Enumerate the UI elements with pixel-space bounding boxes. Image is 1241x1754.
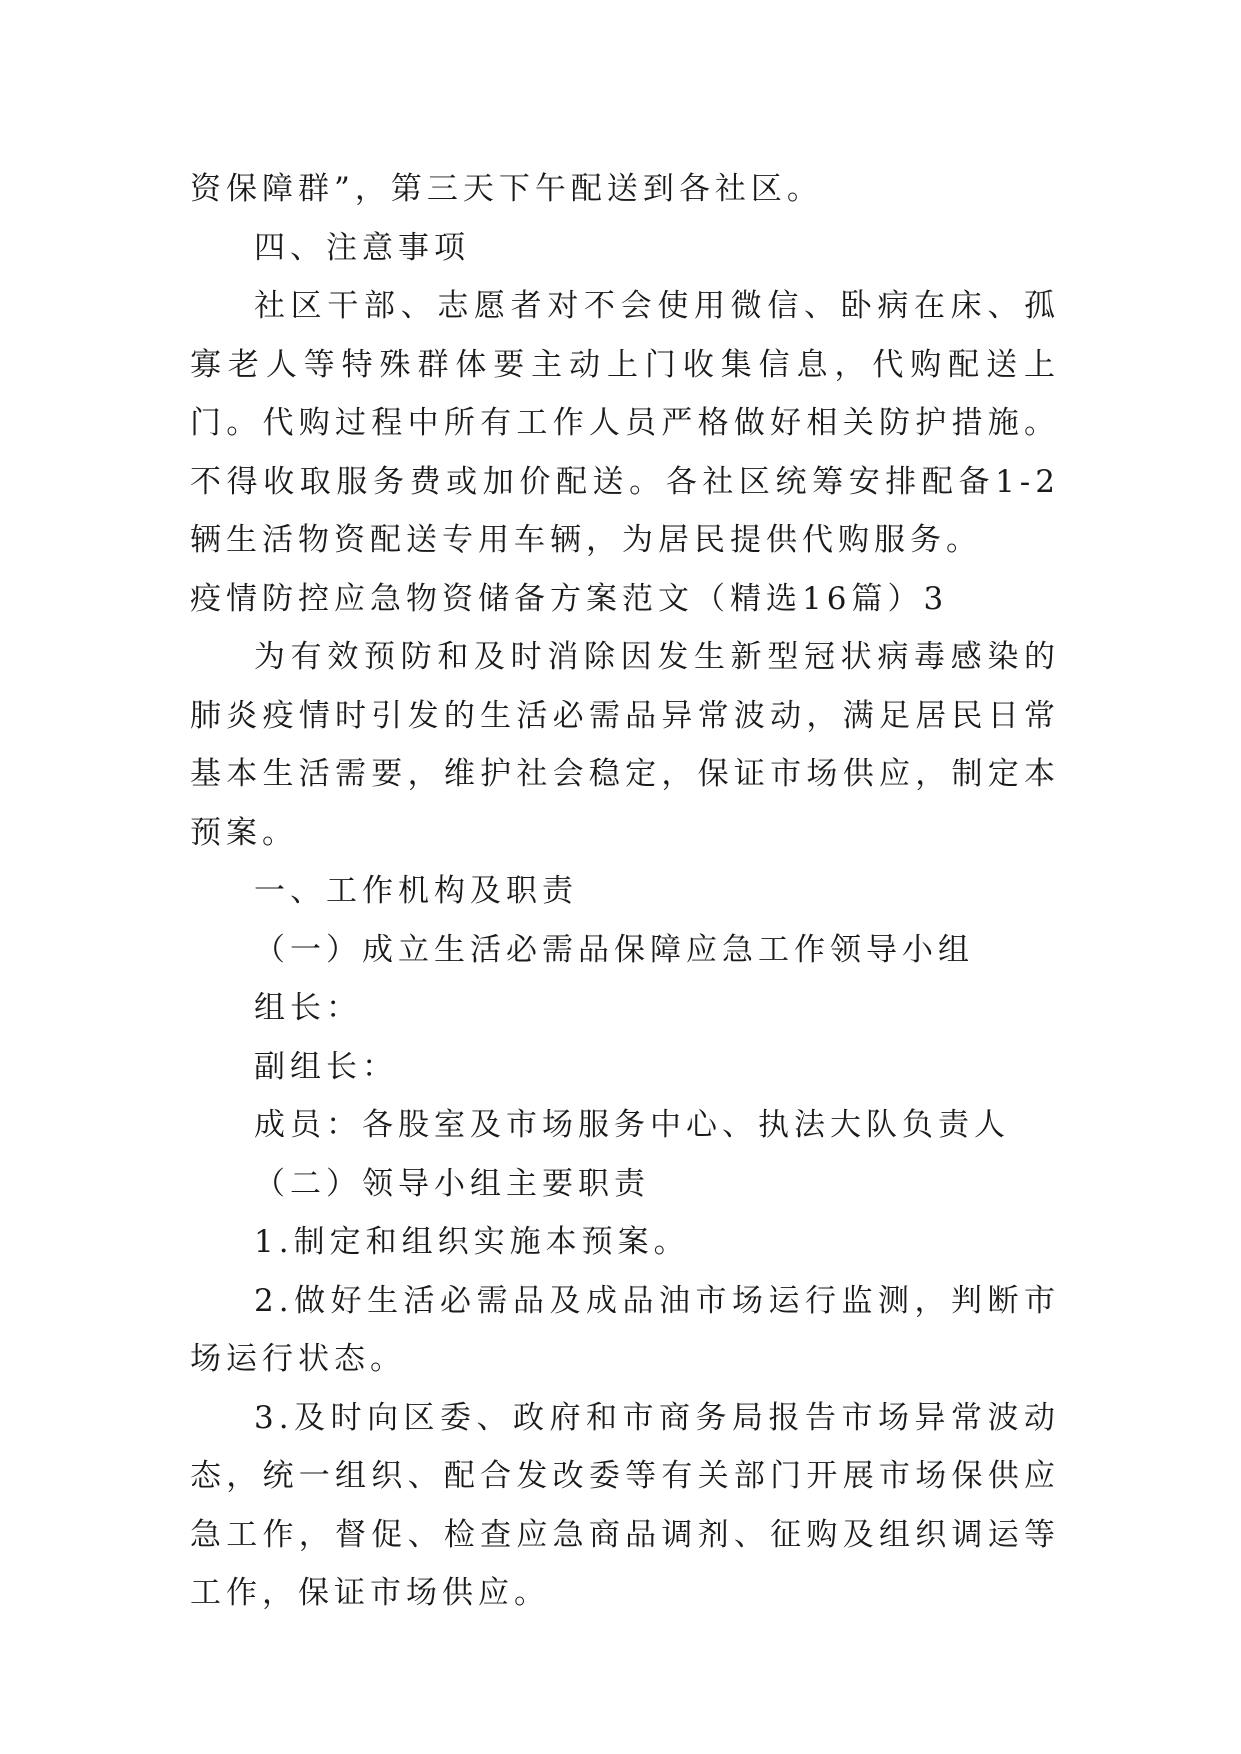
- paragraph-notes-body: 社区干部、志愿者对不会使用微信、卧病在床、孤寡老人等特殊群体要主动上门收集信息，代购配送上门。代购过程中所有工作人员严格做好相关防护措施。不得收取服务费或加价配送。各社区统筹安排配备1-2辆生活物资配送专用车辆，为居民提供代购服务。: [190, 288, 1060, 558]
- field-group-leader: 组长：: [254, 990, 362, 1026]
- field-deputy-leader: 副组长：: [254, 1048, 398, 1085]
- paragraph-continuation: 资保障群”，第三天下午配送到各社区。: [190, 171, 823, 207]
- document-title: 疫情防控应急物资储备方案范文（精选16篇）3: [190, 580, 949, 617]
- paragraph-intro: 为有效预防和及时消除因发生新型冠状病毒感染的肺炎疫情时引发的生活必需品异常波动，满足居民日常基本生活需要，维护社会稳定，保证市场供应，制定本预案。: [190, 639, 1060, 851]
- list-item-1: 1.制定和组织实施本预案。: [254, 1224, 690, 1260]
- section-heading-notes: 四、注意事项: [254, 229, 470, 266]
- field-members: 成员：各股室及市场服务中心、执法大队负责人: [254, 1107, 1010, 1143]
- section-heading-organization: 一、工作机构及职责: [254, 873, 578, 909]
- subheading-leadership-group: （一）成立生活必需品保障应急工作领导小组: [254, 931, 974, 968]
- subheading-responsibilities: （二）领导小组主要职责: [254, 1165, 650, 1202]
- document-body: [190, 160, 1060, 1623]
- list-item-3: 3.及时向区委、政府和市商务局报告市场异常波动态，统一组织、配合发改委等有关部门开展市场保供应急工作，督促、检查应急商品调剂、征购及组织调运等工作，保证市场供应。: [190, 1399, 1060, 1611]
- list-item-2: 2.做好生活必需品及成品油市场运行监测，判断市场运行状态。: [190, 1282, 1060, 1377]
